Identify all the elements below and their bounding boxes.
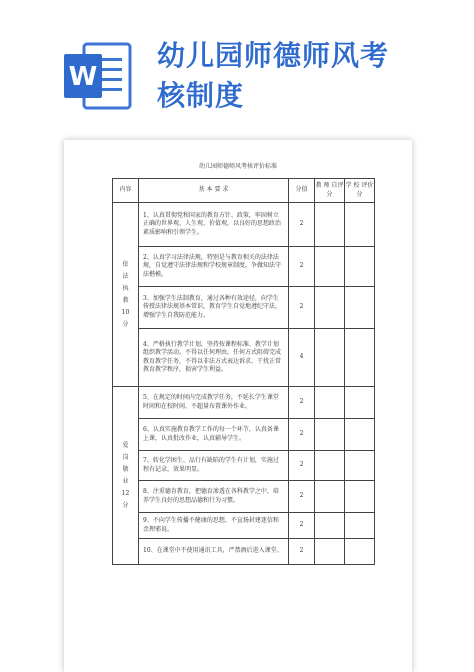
page-title-line-1: 幼儿园师德师风考 xyxy=(157,39,390,72)
requirement-text: 10、在课堂中不使用通讯工具，严禁酒后进入课堂。 xyxy=(139,539,289,565)
school-score-cell[interactable] xyxy=(345,513,375,539)
score-value: 2 xyxy=(289,387,315,419)
school-score-cell[interactable] xyxy=(345,481,375,513)
school-score-cell[interactable] xyxy=(345,329,375,387)
header-banner xyxy=(0,0,474,125)
self-score-cell[interactable] xyxy=(315,287,345,329)
school-score-cell[interactable] xyxy=(345,539,375,565)
column-header-score: 分值 xyxy=(289,179,315,203)
self-score-cell[interactable] xyxy=(315,539,345,565)
word-document-icon xyxy=(62,40,134,112)
score-value: 4 xyxy=(289,329,315,387)
school-score-cell[interactable] xyxy=(345,247,375,287)
document-page xyxy=(64,140,412,672)
self-score-cell[interactable] xyxy=(315,513,345,539)
score-value: 2 xyxy=(289,539,315,565)
category-cell-legal: 依法执教10分 xyxy=(113,203,139,387)
self-score-cell[interactable] xyxy=(315,203,345,247)
school-score-cell[interactable] xyxy=(345,451,375,481)
category-cell-dedication: 爱岗敬业12分 xyxy=(113,387,139,565)
column-header-school-score: 学 校 评价分 xyxy=(345,179,375,203)
self-score-cell[interactable] xyxy=(315,481,345,513)
table-header-row xyxy=(113,179,375,203)
table-row xyxy=(113,451,375,481)
column-header-requirements: 基 本 要 求 xyxy=(139,179,289,203)
table-row xyxy=(113,481,375,513)
table-row xyxy=(113,329,375,387)
score-value: 2 xyxy=(289,419,315,451)
school-score-cell[interactable] xyxy=(345,387,375,419)
score-value: 2 xyxy=(289,287,315,329)
page-title-line-2: 核制度 xyxy=(157,79,245,112)
table-row xyxy=(113,203,375,247)
self-score-cell[interactable] xyxy=(315,329,345,387)
requirement-text: 3、加强学生法制教育，通过各种有效途径，向学生传授法律法规基本常识，教育学生自觉地遵纪守法，增强学生自我防范能力。 xyxy=(139,287,289,329)
school-score-cell[interactable] xyxy=(345,419,375,451)
table-row xyxy=(113,387,375,419)
score-value: 2 xyxy=(289,481,315,513)
table-row xyxy=(113,419,375,451)
requirement-text: 7、转化学困生、品行有缺陷的学生有计划，实施过程有记录，效果明显。 xyxy=(139,451,289,481)
school-score-cell[interactable] xyxy=(345,203,375,247)
requirement-text: 4、严格执行教学计划，坚持按课程标准、教学计划组织教学活动。不得以任何理由，任何方式阻碍完成教育教学任务，不得以非法方式表达诉求、干扰正常教育教学秩序，损害学生利益。 xyxy=(139,329,289,387)
requirement-text: 6、认真实施教育教学工作的每一个环节，认真备课上课，认真批改作业，认真辅导学生。 xyxy=(139,419,289,451)
requirement-text: 1、认真贯彻党和国家的教育方针、政策，牢固树立正确的世界观、人生观、价值观，以良好的思想政治素质影响和引领学生。 xyxy=(139,203,289,247)
requirement-text: 5、在规定的时间内完成教学任务，不延长学生课堂时间和在校时间，不超量布置课外作业。 xyxy=(139,387,289,419)
table-row xyxy=(113,513,375,539)
school-score-cell[interactable] xyxy=(345,287,375,329)
evaluation-table xyxy=(112,178,375,565)
score-value: 2 xyxy=(289,247,315,287)
requirement-text: 2、认真学习法律法规，特别是与教育相关的法律法规，自觉遵守法律法规和学校规章制度，争做知法守法楷模。 xyxy=(139,247,289,287)
self-score-cell[interactable] xyxy=(315,419,345,451)
requirement-text: 9、不向学生传播不健康的思想，不宣扬封建迷信和歪理邪说。 xyxy=(139,513,289,539)
self-score-cell[interactable] xyxy=(315,387,345,419)
requirement-text: 8、注重德育教育，把德育渗透在各科教学之中，培养学生良好的思想品德和行为习惯。 xyxy=(139,481,289,513)
table-row xyxy=(113,287,375,329)
column-header-content: 内容 xyxy=(113,179,139,203)
svg-text:W: W xyxy=(68,62,98,92)
document-title: 幼儿园师德师风考核评价标准 xyxy=(198,163,277,170)
table-row xyxy=(113,539,375,565)
self-score-cell[interactable] xyxy=(315,247,345,287)
score-value: 2 xyxy=(289,513,315,539)
table-row xyxy=(113,247,375,287)
score-value: 2 xyxy=(289,203,315,247)
self-score-cell[interactable] xyxy=(315,451,345,481)
column-header-self-score: 教 师 自评分 xyxy=(315,179,345,203)
score-value: 2 xyxy=(289,451,315,481)
